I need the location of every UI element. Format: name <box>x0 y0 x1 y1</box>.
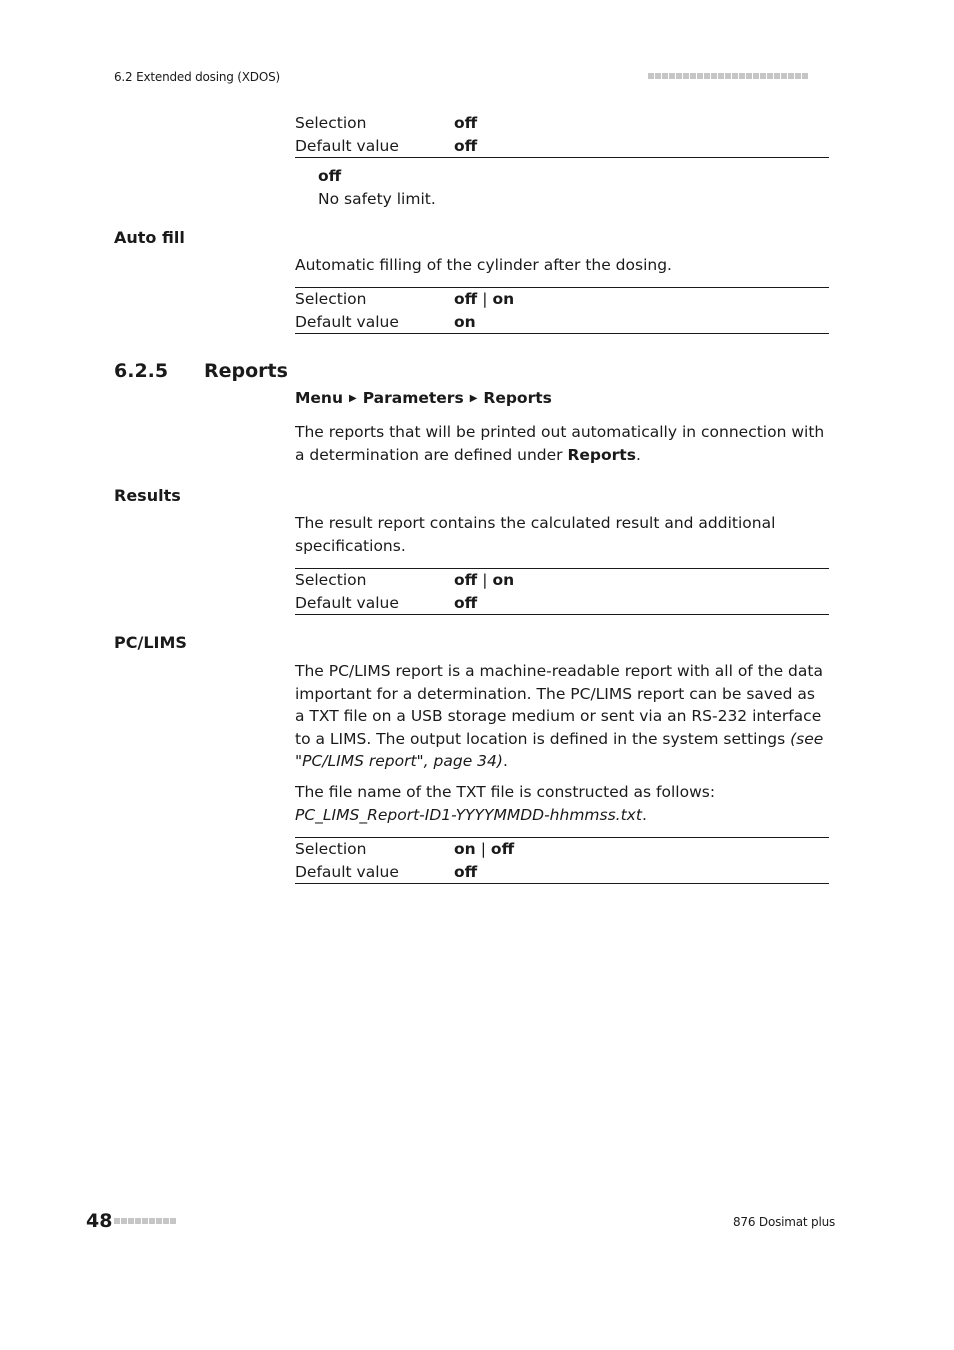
option-name: off <box>318 167 342 185</box>
footer-decoration <box>114 1218 176 1224</box>
square-icon <box>802 73 808 79</box>
selection-label: Selection <box>295 290 367 308</box>
menu-path-item: Menu <box>295 389 344 407</box>
results-heading: Results <box>114 486 181 505</box>
separator: | <box>480 840 486 858</box>
auto-fill-table <box>295 287 829 334</box>
selection-option: on <box>454 840 476 858</box>
product-name: 876 Dosimat plus <box>733 1215 836 1229</box>
square-icon <box>655 73 661 79</box>
menu-path-item: Parameters <box>362 389 464 407</box>
filename-pattern: PC_LIMS_Report-ID1-YYYYMMDD-hhmmss.txt <box>295 805 642 824</box>
square-icon <box>163 1218 169 1224</box>
section-number: 6.2.5 <box>114 360 169 382</box>
auto-fill-description: Automatic filling of the cylinder after the dosing. <box>295 256 672 274</box>
square-icon <box>711 73 717 79</box>
selection-option: off <box>454 571 478 589</box>
separator: | <box>482 571 488 589</box>
results-description: The result report contains the calculated result and additional specifications. <box>295 514 776 555</box>
safety-limit-table <box>295 112 829 158</box>
selection-option: off <box>490 840 515 858</box>
cross-reference-link[interactable]: (see "PC/LIMS report", page 34) <box>295 729 824 770</box>
default-label: Default value <box>295 862 399 881</box>
reports-term: Reports <box>567 445 636 464</box>
square-icon <box>732 73 738 79</box>
menu-path-item: Reports <box>483 389 552 407</box>
default-value: off <box>454 593 478 612</box>
selection-option: off <box>454 290 478 308</box>
selection-value: off <box>454 114 478 132</box>
square-icon <box>149 1218 155 1224</box>
section-title: Reports <box>204 360 288 382</box>
option-description: No safety limit. <box>318 190 436 208</box>
square-icon <box>788 73 794 79</box>
default-value: on <box>454 312 476 331</box>
square-icon <box>683 73 689 79</box>
square-icon <box>704 73 710 79</box>
menu-path <box>295 389 552 407</box>
square-icon <box>795 73 801 79</box>
pclims-description: The PC/LIMS report is a machine-readable report with all of the data important for a determination. The PC/LIMS report can be saved as a TXT file on a USB storage medium or sent via an RS-232 interface to a LIMS. The output location is defined in the system settings (see "PC/LIMS report", page 34). <box>295 662 824 770</box>
square-icon <box>114 1218 120 1224</box>
arrow-right-icon: ▶ <box>469 393 478 404</box>
selection-label: Selection <box>295 571 367 589</box>
square-icon <box>739 73 745 79</box>
square-icon <box>135 1218 141 1224</box>
square-icon <box>718 73 724 79</box>
square-icon <box>760 73 766 79</box>
selection-option: on <box>492 290 515 308</box>
square-icon <box>725 73 731 79</box>
default-value: off <box>454 136 478 155</box>
selection-label: Selection <box>295 840 367 858</box>
square-icon <box>669 73 675 79</box>
selection-label: Selection <box>295 114 367 132</box>
auto-fill-heading: Auto fill <box>114 228 185 247</box>
square-icon <box>781 73 787 79</box>
pclims-table <box>295 837 829 884</box>
arrow-right-icon: ▶ <box>349 393 357 404</box>
page-number: 48 <box>86 1210 113 1232</box>
default-label: Default value <box>295 312 399 331</box>
square-icon <box>648 73 654 79</box>
separator: | <box>482 290 488 308</box>
square-icon <box>128 1218 134 1224</box>
square-icon <box>767 73 773 79</box>
pclims-heading: PC/LIMS <box>114 633 187 652</box>
default-label: Default value <box>295 136 399 155</box>
square-icon <box>697 73 703 79</box>
square-icon <box>774 73 780 79</box>
default-value: off <box>454 862 478 881</box>
square-icon <box>121 1218 127 1224</box>
header-decoration <box>648 73 808 79</box>
square-icon <box>753 73 759 79</box>
square-icon <box>746 73 752 79</box>
selection-option: on <box>492 571 515 589</box>
square-icon <box>156 1218 162 1224</box>
pclims-filename-description: The file name of the TXT file is constructed as follows: PC_LIMS_Report-ID1-YYYYMMDD-hhmmss.txt. <box>295 783 716 824</box>
square-icon <box>170 1218 176 1224</box>
section-intro: The reports that will be printed out automatically in connection with a determination are defined under Reports. <box>295 423 825 464</box>
square-icon <box>676 73 682 79</box>
running-header: 6.2 Extended dosing (XDOS) <box>114 70 280 84</box>
results-table <box>295 568 829 615</box>
square-icon <box>142 1218 148 1224</box>
square-icon <box>690 73 696 79</box>
square-icon <box>662 73 668 79</box>
default-label: Default value <box>295 593 399 612</box>
